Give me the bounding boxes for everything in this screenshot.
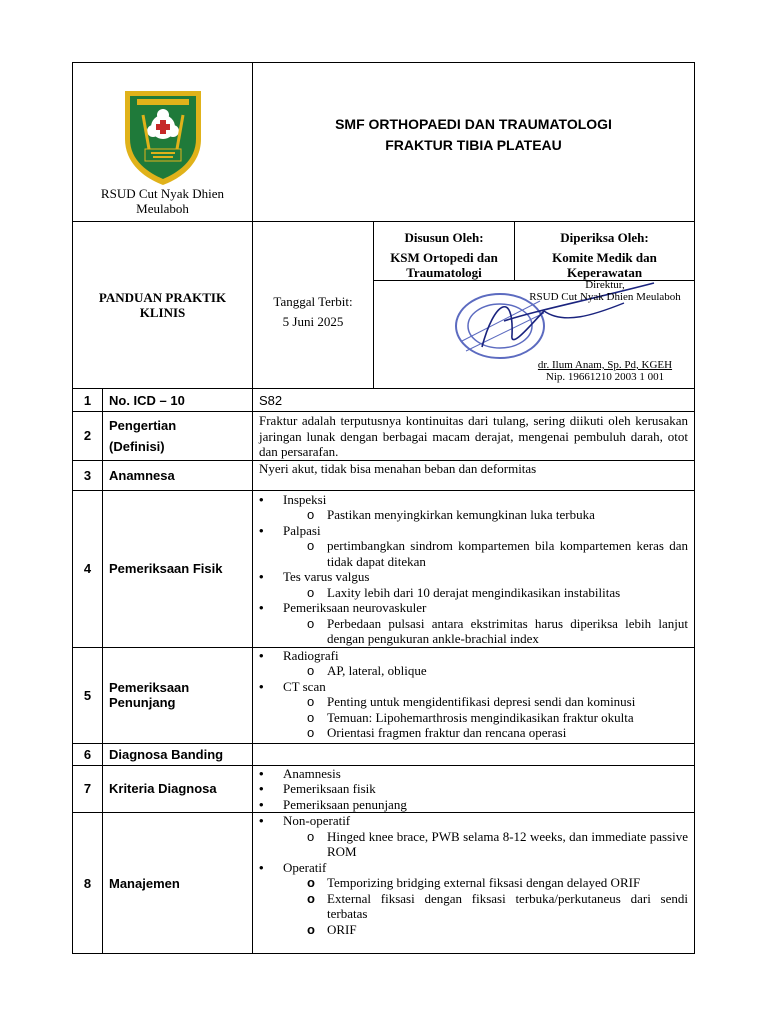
list-item: o ORIF xyxy=(283,922,694,938)
row-label-anamnesis: Anamnesa xyxy=(103,460,253,490)
supporting-exam-list xyxy=(253,647,695,743)
list-item: • Radiografi o AP, lateral, oblique xyxy=(253,648,694,679)
row-number: 6 xyxy=(73,743,103,765)
table-row xyxy=(73,743,695,765)
compiled-label: Disusun Oleh: xyxy=(404,230,484,245)
row-label-differential: Diagnosa Banding xyxy=(103,743,253,765)
diagnostic-criteria-list xyxy=(253,765,695,813)
logo-cell xyxy=(73,63,253,222)
row-number: 5 xyxy=(73,647,103,743)
list-item: o Hinged knee brace, PWB selama 8-12 weeks, dan immediate passive ROM xyxy=(283,829,694,860)
icd-code-value: S82 xyxy=(253,389,695,412)
content-table xyxy=(72,388,695,954)
list-item: • Palpasi o pertimbangkan sindrom kompartemen bila kompartemen keras dan tidak dapat ditekan xyxy=(253,523,694,570)
signature-name: dr. Ilum Anam, Sp. Pd, KGEH xyxy=(537,359,673,371)
list-item: • Operatif o Temporizing bridging external fiksasi dengan delayed ORIF o External fiksasi dengan fiksasi terbuka/perkutaneus dari sendi terbatas o ORIF xyxy=(253,860,694,938)
row-label-icd: No. ICD – 10 xyxy=(103,389,253,412)
approval-cell xyxy=(374,222,695,389)
checked-block xyxy=(515,222,694,280)
table-row xyxy=(73,460,695,490)
doc-type-cell xyxy=(73,222,253,389)
list-item: • Anamnesis xyxy=(253,766,694,782)
signature-title: Direktur, xyxy=(585,279,625,291)
hospital-name-line1: RSUD Cut Nyak Dhien xyxy=(100,186,225,201)
signature-block xyxy=(374,281,694,388)
document-title-line1: SMF ORTHOPAEDI DAN TRAUMATOLOGI xyxy=(335,116,612,132)
signature-nip: Nip. 19661210 2003 1 001 xyxy=(545,371,665,383)
list-item: • CT scan o Penting untuk mengidentifikasi depresi sendi dan kominusi o Temuan: Lipohemarthrosis mengindikasikan fraktur okulta o Orientasi fragmen fraktur dan rencana operasi xyxy=(253,679,694,741)
doc-type-label: PANDUAN PRAKTIK KLINIS xyxy=(98,290,227,320)
table-row xyxy=(73,647,695,743)
table-row xyxy=(73,765,695,813)
compiled-block xyxy=(374,222,515,280)
list-item: • Pemeriksaan neurovaskuler o Perbedaan pulsasi antara ekstrimitas harus diperiksa lebih lanjut dengan pengukuran ankle-brachial index xyxy=(253,600,694,647)
row-label-physical-exam: Pemeriksaan Fisik xyxy=(103,490,253,647)
checked-label: Diperiksa Oleh: xyxy=(560,230,649,245)
table-row xyxy=(73,813,695,954)
row-label-management: Manajemen xyxy=(103,813,253,954)
title-cell xyxy=(253,63,695,222)
anamnesis-text: Nyeri akut, tidak bisa menahan beban dan deformitas xyxy=(253,460,695,490)
list-item: • Pemeriksaan penunjang xyxy=(253,797,694,813)
row-label-definition: Pengertian (Definisi) xyxy=(103,412,253,461)
table-row xyxy=(73,490,695,647)
document-page xyxy=(72,62,694,954)
list-item: o External fiksasi dengan fiksasi terbuka/perkutaneus dari sendi terbatas xyxy=(283,891,694,922)
list-item: o AP, lateral, oblique xyxy=(283,663,694,679)
row-number: 2 xyxy=(73,412,103,461)
checked-value: Komite Medik dan Keperawatan xyxy=(552,250,657,280)
row-number: 4 xyxy=(73,490,103,647)
compiled-value: KSM Ortopedi dan Traumatologi xyxy=(390,250,498,280)
management-list xyxy=(253,813,695,954)
row-number: 8 xyxy=(73,813,103,954)
list-item: o Penting untuk mengidentifikasi depresi sendi dan kominusi xyxy=(283,694,694,710)
row-label-diagnostic-criteria: Kriteria Diagnosa xyxy=(103,765,253,813)
list-item: • Non-operatif o Hinged knee brace, PWB selama 8-12 weeks, dan immediate passive ROM xyxy=(253,813,694,860)
differential-text xyxy=(253,743,695,765)
document-title-line2: FRAKTUR TIBIA PLATEAU xyxy=(385,137,562,153)
list-item: o Laxity lebih dari 10 derajat mengindikasikan instabilitas xyxy=(283,585,694,601)
list-item: • Tes varus valgus o Laxity lebih dari 10 derajat mengindikasikan instabilitas xyxy=(253,569,694,600)
list-item: o Temporizing bridging external fiksasi dengan delayed ORIF xyxy=(283,875,694,891)
date-label: Tanggal Terbit: xyxy=(273,294,353,309)
list-item: o Pastikan menyingkirkan kemungkinan luka terbuka xyxy=(283,507,694,523)
row-number: 1 xyxy=(73,389,103,412)
list-item: o Temuan: Lipohemarthrosis mengindikasikan fraktur okulta xyxy=(283,710,694,726)
physical-exam-list xyxy=(253,490,695,647)
date-value: 5 Juni 2025 xyxy=(282,314,344,329)
signature-org: RSUD Cut Nyak Dhien Meulaboh xyxy=(529,291,681,303)
list-item: o Perbedaan pulsasi antara ekstrimitas harus diperiksa lebih lanjut dengan pengukuran ankle-brachial index xyxy=(283,616,694,647)
list-item: • Pemeriksaan fisik xyxy=(253,781,694,797)
table-row xyxy=(73,412,695,461)
header-table xyxy=(72,62,695,389)
row-number: 3 xyxy=(73,460,103,490)
list-item: • Inspeksi o Pastikan menyingkirkan kemungkinan luka terbuka xyxy=(253,492,694,523)
list-item: o pertimbangkan sindrom kompartemen bila kompartemen keras dan tidak dapat ditekan xyxy=(283,538,694,569)
table-row xyxy=(73,389,695,412)
definition-text: Fraktur adalah terputusnya kontinuitas dari tulang, sering diikuti oleh kerusakan jaringan lunak dengan berbagai macam derajat, mengenai pembuluh darah, otot dan persarafan. xyxy=(253,412,695,461)
row-label-supporting-exam: Pemeriksaan Penunjang xyxy=(103,647,253,743)
date-cell xyxy=(253,222,374,389)
list-item: o Orientasi fragmen fraktur dan rencana operasi xyxy=(283,725,694,741)
hospital-logo-icon xyxy=(121,87,205,187)
row-number: 7 xyxy=(73,765,103,813)
hospital-name-line2: Meulaboh xyxy=(136,201,189,216)
